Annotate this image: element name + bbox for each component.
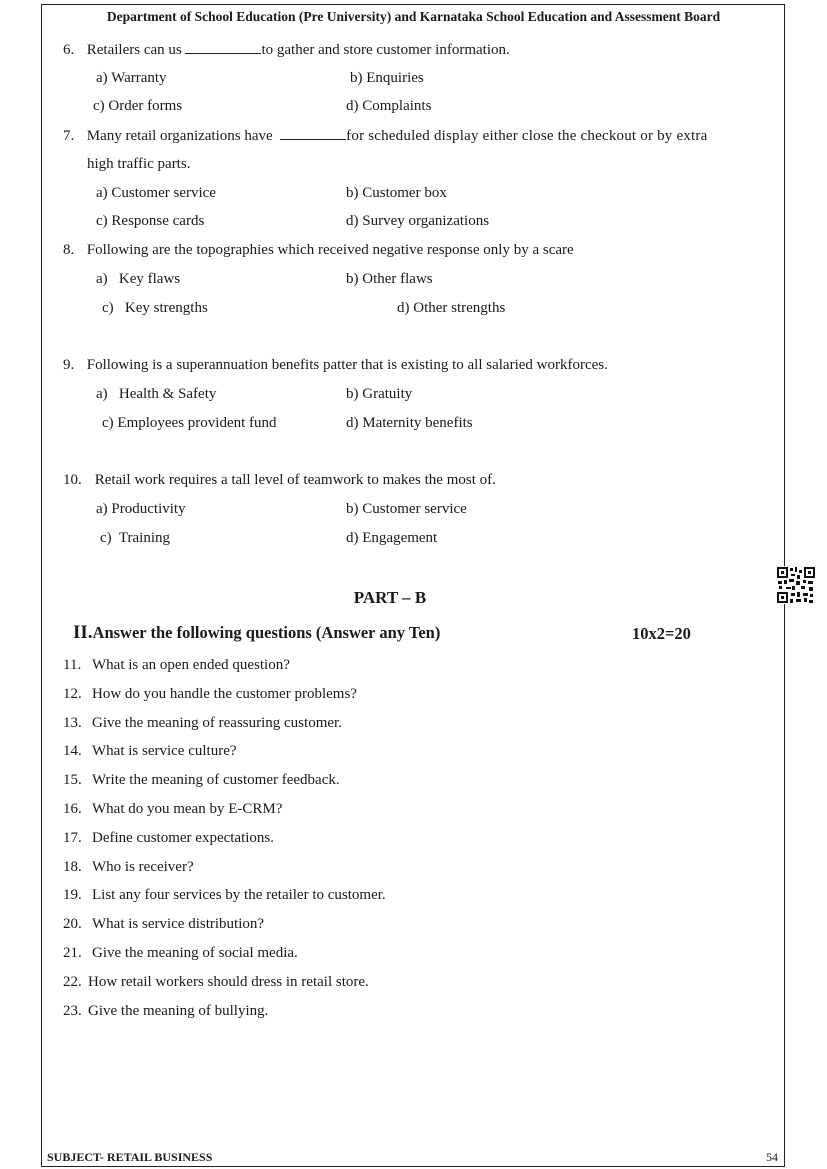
section-heading (73, 622, 440, 644)
question-number: 16. (63, 801, 82, 817)
question-number: 19. (63, 887, 82, 903)
question-text: Who is receiver? (92, 859, 194, 875)
footer-subject: SUBJECT- RETAIL BUSINESS (47, 1150, 213, 1164)
short-question (63, 945, 298, 962)
question-text: What is service culture? (92, 743, 237, 759)
question-number: 8. (63, 242, 75, 258)
short-question (63, 715, 342, 732)
option-c: c) Response cards (96, 213, 205, 229)
question-text: Following are the topographies which received negative response only by a scare (86, 242, 574, 258)
question-number: 23. (63, 1003, 82, 1019)
question-text: How retail workers should dress in retail store. (88, 974, 369, 990)
question-7 (63, 127, 779, 145)
question-8 (63, 242, 574, 259)
option-b: b) Enquiries (350, 70, 424, 86)
question-number: 20. (63, 916, 82, 932)
short-question (63, 657, 290, 674)
option-c: c) Key strengths (102, 300, 208, 316)
question-text-cont: to gather and store customer information. (261, 42, 510, 58)
question-number: 15. (63, 772, 82, 788)
option-a: a) Key flaws (96, 271, 181, 287)
option-a: a) Health & Safety (96, 386, 217, 402)
question-number: 21. (63, 945, 82, 961)
question-number: 10. (63, 472, 82, 488)
option-a: a) Warranty (96, 70, 167, 86)
question-text: Write the meaning of customer feedback. (92, 772, 340, 788)
question-text: List any four services by the retailer to customer. (92, 887, 386, 903)
question-text: What do you mean by E-CRM? (92, 801, 283, 817)
short-question (63, 859, 194, 876)
question-number: 7. (63, 128, 75, 144)
short-question (63, 830, 274, 847)
option-b: b) Other flaws (346, 271, 433, 287)
option-d: d) Engagement (346, 530, 438, 546)
short-question (63, 743, 237, 760)
section-title: Answer the following questions (Answer any Ten) (92, 623, 441, 642)
page-number: 54 (766, 1150, 778, 1164)
question-number: 18. (63, 859, 82, 875)
section-roman-numeral: II. (73, 622, 93, 643)
question-10 (63, 472, 496, 489)
option-d: d) Maternity benefits (346, 415, 473, 431)
option-a: a) Productivity (96, 501, 186, 517)
part-b-title: PART – B (353, 588, 427, 607)
short-question (63, 686, 357, 703)
question-number: 17. (63, 830, 82, 846)
question-text: Many retail organizations have (86, 128, 273, 144)
question-text-cont: for scheduled display either close the checkout or by extra (346, 128, 708, 144)
section-marks: 10x2=20 (632, 624, 691, 643)
short-question (63, 916, 264, 933)
short-question (63, 1003, 268, 1020)
short-question (63, 887, 386, 904)
question-number: 13. (63, 715, 82, 731)
option-c: c) Employees provident fund (102, 415, 277, 431)
question-text: Retail work requires a tall level of teamwork to makes the most of. (94, 472, 496, 488)
question-text: Following is a superannuation benefits patter that is existing to all salaried workforces. (86, 357, 608, 373)
short-question (63, 974, 369, 991)
question-6 (63, 41, 510, 59)
option-d: d) Other strengths (397, 300, 506, 316)
option-a: a) Customer service (96, 185, 216, 201)
question-number: 6. (63, 42, 75, 58)
qr-code-icon (776, 566, 816, 604)
question-number: 12. (63, 686, 82, 702)
short-question (63, 801, 282, 818)
option-b: b) Customer service (346, 501, 467, 517)
option-d: d) Complaints (346, 98, 432, 114)
question-7-line-2: high traffic parts. (87, 156, 191, 172)
page-border (41, 4, 785, 1167)
question-text: Retailers can us (86, 42, 182, 58)
page-header: Department of School Education (Pre University) and Karnataka School Education and Assessment Board (106, 9, 721, 24)
question-number: 11. (63, 657, 82, 673)
short-question (63, 772, 340, 789)
option-c: c) Training (100, 530, 171, 546)
answer-blank (185, 41, 261, 54)
option-d: d) Survey organizations (346, 213, 490, 229)
question-number: 22. (63, 974, 82, 990)
question-text: Give the meaning of social media. (92, 945, 298, 961)
answer-blank (280, 127, 346, 140)
option-b: b) Gratuity (346, 386, 413, 402)
question-number: 14. (63, 743, 82, 759)
question-9 (63, 357, 608, 374)
question-number: 9. (63, 357, 75, 373)
question-text: Define customer expectations. (92, 830, 275, 846)
question-text: Give the meaning of bullying. (88, 1003, 269, 1019)
question-text: What is an open ended question? (92, 657, 290, 673)
option-c: c) Order forms (93, 98, 183, 114)
question-text: How do you handle the customer problems? (92, 686, 357, 702)
question-text: What is service distribution? (92, 916, 265, 932)
question-text: Give the meaning of reassuring customer. (92, 715, 342, 731)
option-b: b) Customer box (346, 185, 447, 201)
